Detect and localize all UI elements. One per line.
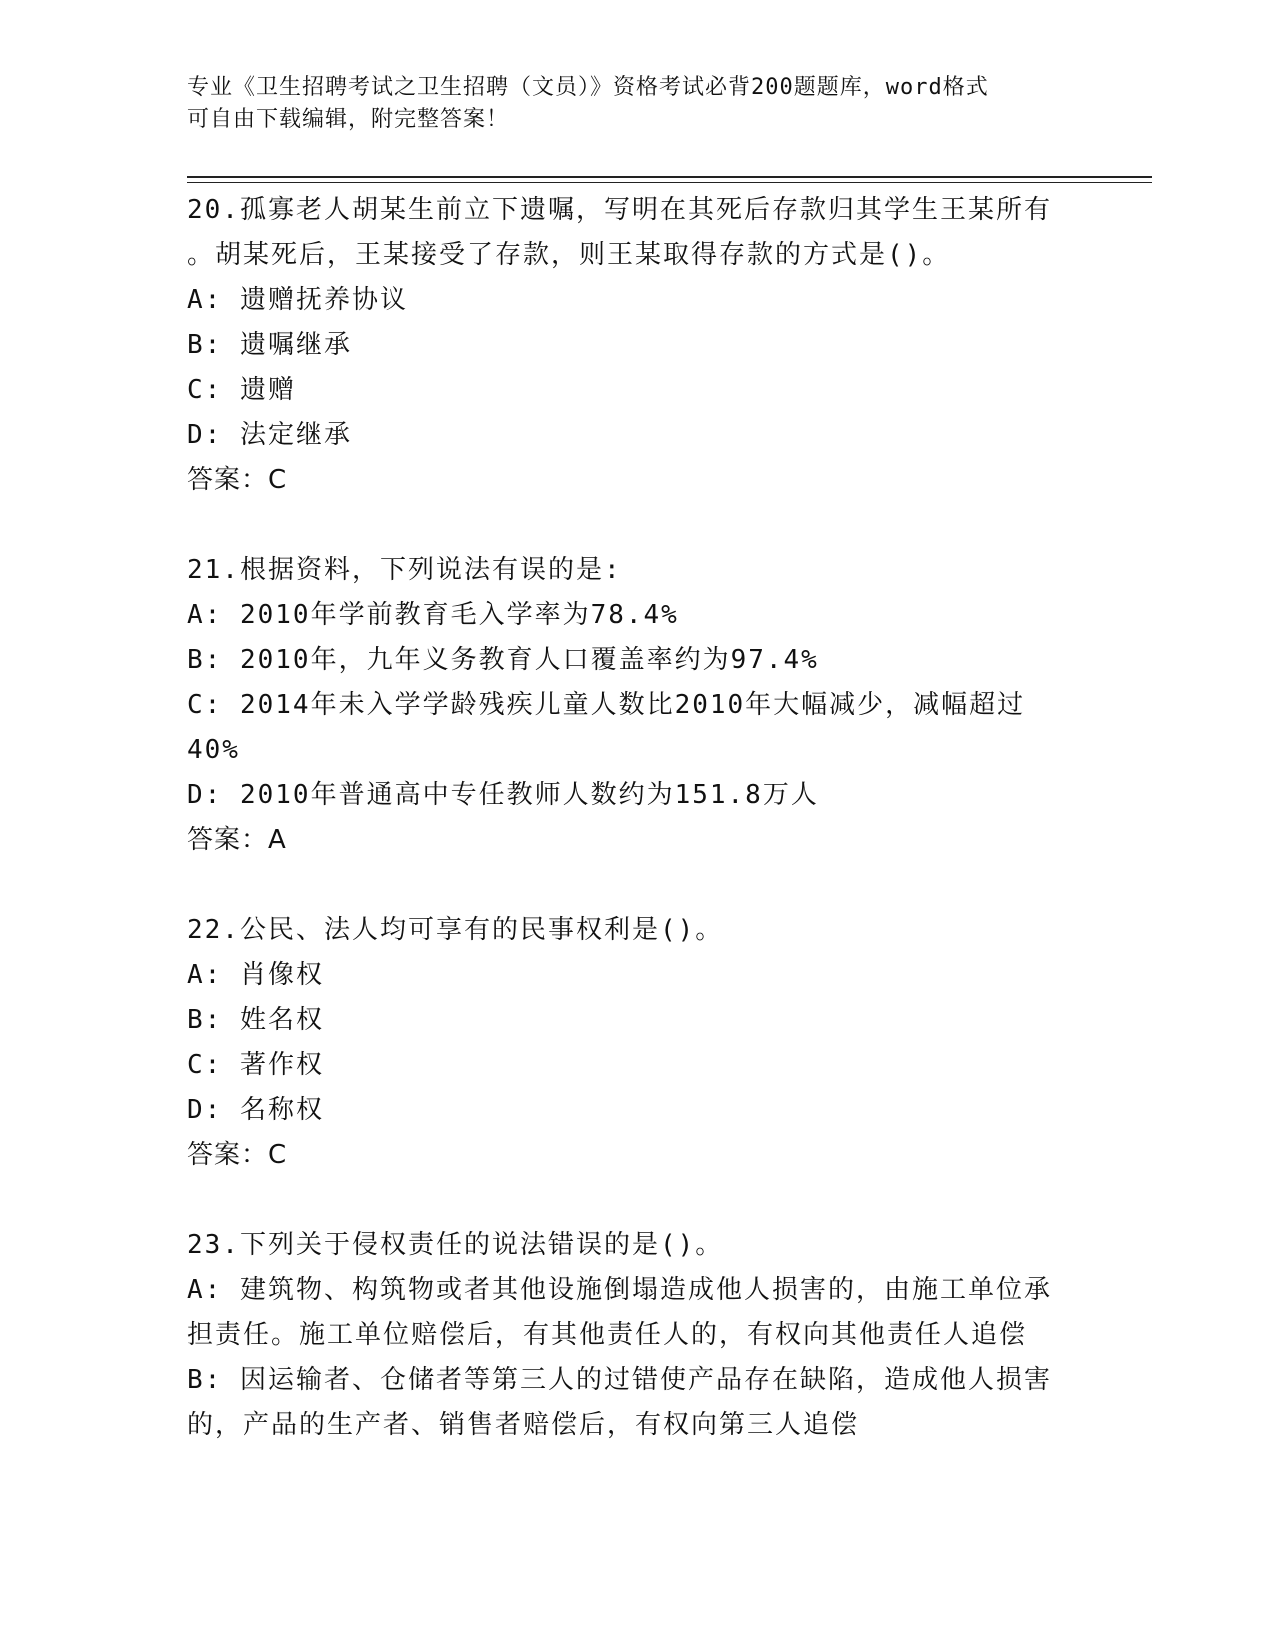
option-c-line: C: 著作权: [187, 1050, 324, 1080]
option-d-line: D: 名称权: [187, 1095, 324, 1125]
header-divider-thick: [187, 176, 1152, 178]
question-stem-line: 22.公民、法人均可享有的民事权利是()。: [187, 915, 724, 945]
page-header: [187, 72, 1067, 136]
option-d-line: D: 2010年普通高中专任教师人数约为151.8万人: [187, 780, 819, 810]
option-a-line: A: 2010年学前教育毛入学率为78.4%: [187, 600, 679, 630]
question-stem-line: 23.下列关于侵权责任的说法错误的是()。: [187, 1230, 724, 1260]
header-divider-thin: [187, 182, 1152, 183]
option-c-line: C: 2014年未入学学龄残疾儿童人数比2010年大幅减少，减幅超过: [187, 690, 1026, 720]
question-list: [187, 188, 1087, 1493]
option-c-line: C: 遗赠: [187, 375, 296, 405]
question-stem-line: 20.孤寡老人胡某生前立下遗嘱，写明在其死后存款归其学生王某所有: [187, 195, 1052, 225]
option-c-line: 40%: [187, 735, 240, 765]
option-b-line: 的，产品的生产者、销售者赔偿后，有权向第三人追偿: [187, 1410, 860, 1440]
question-stem-line: 21.根据资料，下列说法有误的是:: [187, 555, 622, 585]
question-stem-line: 。胡某死后，王某接受了存款，则王某取得存款的方式是()。: [187, 240, 951, 270]
answer-label: 答案：A: [187, 825, 287, 855]
option-d-line: D: 法定继承: [187, 420, 352, 450]
option-b-line: B: 遗嘱继承: [187, 330, 352, 360]
option-b-line: B: 因运输者、仓储者等第三人的过错使产品存在缺陷，造成他人损害: [187, 1365, 1052, 1395]
question-20: [187, 188, 1087, 503]
answer-label: 答案：C: [187, 465, 288, 495]
header-line-2: 可自由下载编辑，附完整答案！: [187, 107, 510, 132]
option-a-line: A: 遗赠抚养协议: [187, 285, 408, 315]
option-b-line: B: 姓名权: [187, 1005, 324, 1035]
option-a-line: A: 肖像权: [187, 960, 324, 990]
header-line-1: 专业《卫生招聘考试之卫生招聘（文员）》资格考试必背200题题库，word格式: [187, 75, 989, 100]
question-21: [187, 548, 1087, 863]
option-b-line: B: 2010年，九年义务教育人口覆盖率约为97.4%: [187, 645, 819, 675]
option-a-line: 担责任。施工单位赔偿后，有其他责任人的，有权向其他责任人追偿: [187, 1320, 1028, 1350]
question-23: [187, 1223, 1087, 1448]
question-22: [187, 908, 1087, 1178]
answer-label: 答案：C: [187, 1140, 288, 1170]
option-a-line: A: 建筑物、构筑物或者其他设施倒塌造成他人损害的，由施工单位承: [187, 1275, 1052, 1305]
